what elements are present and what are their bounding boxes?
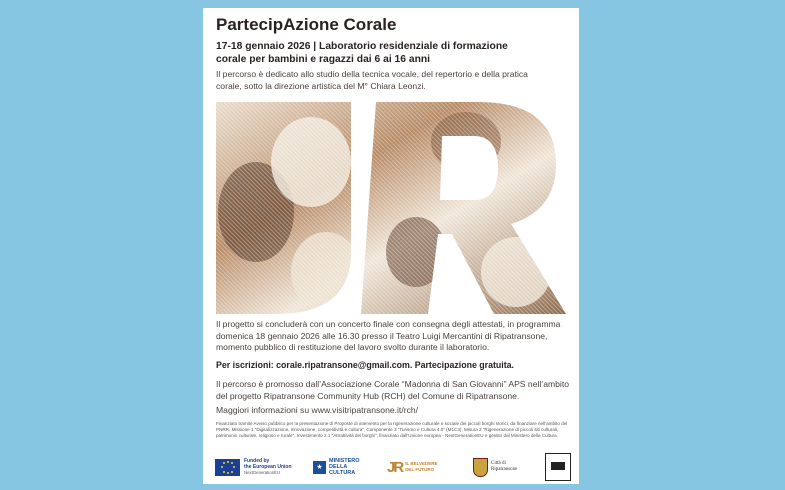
- belvedere-logo: [387, 454, 438, 480]
- ministero-cultura-logo: [313, 454, 360, 480]
- eu-flag-icon: [215, 459, 240, 476]
- subtitle-line: 17-18 gennaio 2026 | Laboratorio residenziale di formazione: [216, 41, 508, 52]
- more-info: Maggiori informazioni su www.visitripatransone.it/rch/: [216, 405, 419, 415]
- promo-line: Il percorso è promosso dall’Associazione Corale “Madonna di San Giovanni” APS nell’ambito: [216, 379, 570, 389]
- corale-logo: [545, 454, 571, 480]
- corale-emblem-icon: [545, 453, 571, 481]
- intro-paragraph: [216, 69, 576, 92]
- concert-line: domenica 18 gennaio 2026 alle 16.30 presso il Teatro Luigi Mercantini di Ripatransone,: [216, 330, 548, 341]
- jr-photo-letters: [216, 102, 568, 314]
- eu-logo: [215, 454, 292, 480]
- promotion-paragraph: [216, 379, 576, 402]
- ministero-logo-line: DELLA: [329, 464, 348, 470]
- concert-line: Il progetto si concluderà con un concerto finale con consegna degli attestati, in programma: [216, 319, 561, 329]
- concert-paragraph: [216, 319, 576, 354]
- concert-line: momento pubblico di restituzione del lavoro svolto durante il laboratorio.: [216, 342, 490, 352]
- funding-fine-print: Finanziato tramite Avviso pubblico per la presentazione di Proposte di intervento per la rigenerazione culturale e sociale dei piccoli borghi storici, da finanziare nell’ambito del PNRR, Missione 1 “Digitalizzazione, innovazione, competitività e cultura”, Componente 3 “Turismo e Cultura 4.0” (M1C3), Misura 2 “Rigenerazione di piccoli siti culturali, patrimonio culturale, religioso e rurale”, Investimento 2.1 “Attrattività dei borghi”, finanziato dall’Unione europea - NextGenerationEU e gestito dal Ministero della Cultura.: [216, 421, 568, 438]
- poster-subtitle: [216, 40, 572, 66]
- citta-logo-line: Città di: [491, 461, 506, 466]
- belvedere-logo-line: IL BELVEDERE: [405, 461, 438, 467]
- ministero-emblem-icon: ★: [313, 461, 326, 474]
- intro-line: corale, sotto la direzione artistica del M° Chiara Leonzi.: [216, 80, 426, 91]
- ministero-logo-line: CULTURA: [329, 470, 356, 476]
- city-crest-icon: [473, 458, 488, 477]
- eu-logo-line: NextGenerationEU: [244, 470, 281, 475]
- belvedere-mark: JR: [387, 458, 403, 476]
- eu-logo-line: the European Union: [244, 464, 292, 470]
- belvedere-logo-line: DEL FUTURO: [405, 467, 435, 472]
- eu-logo-line: Funded by: [244, 458, 270, 464]
- registration-contact: Per iscrizioni: corale.ripatransone@gmail.com. Partecipazione gratuita.: [216, 360, 514, 370]
- logo-strip: [215, 454, 569, 480]
- poster: [203, 8, 579, 484]
- citta-ripatransone-logo: [473, 454, 517, 480]
- ministero-logo-line: MINISTERO: [329, 458, 360, 464]
- intro-line: Il percorso è dedicato allo studio della tecnica vocale, del repertorio e della pratica: [216, 69, 528, 79]
- promo-line: del progetto Ripatransone Community Hub (RCH) del Comune di Ripatransone.: [216, 390, 520, 401]
- citta-logo-line: Ripatransone: [491, 467, 518, 472]
- subtitle-line: corale per bambini e ragazzi dai 6 ai 16 anni: [216, 54, 431, 65]
- poster-title: PartecipAzione Corale: [216, 15, 397, 34]
